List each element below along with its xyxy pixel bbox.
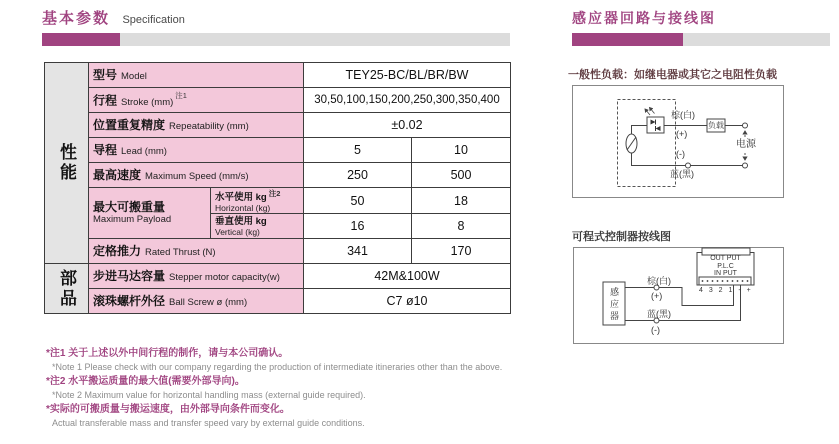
left-header-accent-bar bbox=[42, 33, 120, 46]
right-section-title: 感应器回路与接线图 bbox=[572, 10, 716, 26]
motor-value: 42M&100W bbox=[304, 264, 511, 289]
payload-horizontal-value-2: 18 bbox=[412, 188, 511, 214]
right-header-accent-bar bbox=[572, 33, 683, 46]
footnote-3 bbox=[46, 403, 526, 430]
stroke-label bbox=[89, 88, 304, 113]
row-payload-horizontal bbox=[45, 188, 511, 214]
payload-horizontal-label-zh: 水平使用 kg $^{注2}$ bbox=[215, 189, 281, 204]
repeatability-label-zh: 位置重复精度 bbox=[93, 118, 166, 132]
speed-label-zh: 最高速度 bbox=[93, 168, 142, 182]
row-model bbox=[45, 63, 511, 88]
payload-note-ref: 注2 bbox=[268, 189, 281, 198]
thrust-value-1: 341 bbox=[304, 239, 412, 264]
group-parts bbox=[45, 264, 89, 314]
thrust-label bbox=[89, 239, 304, 264]
row-screw bbox=[45, 289, 511, 314]
stroke-note-ref: 注1 bbox=[175, 91, 187, 101]
diagram1-plus-label: (+) bbox=[676, 129, 688, 139]
left-header-gray-bar bbox=[120, 33, 510, 46]
lead-value-1: 5 bbox=[304, 138, 412, 163]
diagram2-plc-wiring bbox=[573, 247, 784, 344]
lead-label-en: Lead (mm) bbox=[121, 146, 167, 157]
group-performance bbox=[45, 63, 89, 264]
thrust-label-zh: 定格推力 bbox=[93, 244, 142, 259]
diagram1-minus-label: (-) bbox=[676, 149, 685, 159]
spec-table bbox=[44, 62, 511, 314]
diagram2-caption: 可程式控制器按线图 bbox=[572, 231, 671, 243]
diagram1-blue-wire-label: 蓝(黑) bbox=[670, 169, 694, 179]
diagram2-brown-wire-label: 棕(白) bbox=[647, 276, 671, 286]
payload-vertical-value-2: 8 bbox=[412, 214, 511, 239]
footnote-1-en: *Note 1 Please check with our company regarding the production of intermediate itineraries other than the above. bbox=[52, 361, 503, 372]
screw-value: C7 ø10 bbox=[304, 289, 511, 314]
payload-horizontal-label-en: Horizontal (kg) bbox=[215, 203, 271, 214]
left-section-header bbox=[42, 7, 185, 28]
footnote-2-en: *Note 2 Maximum value for horizontal handling mass (external guide required). bbox=[52, 389, 366, 400]
plc-input-label: IN PUT bbox=[714, 270, 737, 277]
motor-label-en: Stepper motor capacity(w) bbox=[169, 272, 280, 284]
row-lead bbox=[45, 138, 511, 163]
footnote-2 bbox=[46, 375, 526, 402]
footnotes bbox=[46, 347, 526, 431]
payload-vertical-value-1: 16 bbox=[304, 214, 412, 239]
payload-horizontal-value-1: 50 bbox=[304, 188, 412, 214]
row-motor bbox=[45, 264, 511, 289]
diagram1-load-label: 负载 bbox=[708, 121, 724, 130]
diagram1-power-label: 电源 bbox=[736, 139, 756, 150]
diagram2-blue-wire-label: 蓝(黑) bbox=[647, 309, 671, 319]
right-header-gray-bar bbox=[683, 33, 830, 46]
repeatability-value: ±0.02 bbox=[304, 113, 511, 138]
model-label-en: Model bbox=[121, 71, 147, 82]
footnote-2-zh: *注2 水平搬运质量的最大值(需要外部导向)。 bbox=[46, 376, 245, 387]
diagram1-general-load bbox=[572, 85, 784, 198]
row-stroke bbox=[45, 88, 511, 113]
row-speed bbox=[45, 163, 511, 188]
payload-vertical-label bbox=[211, 214, 304, 239]
speed-label-en: Maximum Speed (mm/s) bbox=[145, 171, 249, 182]
model-value: TEY25-BC/BL/BR/BW bbox=[304, 63, 511, 88]
screw-label-zh: 滚珠螺杆外径 bbox=[93, 294, 166, 309]
lead-label-zh: 导程 bbox=[93, 143, 118, 157]
left-section-title-en: Specification bbox=[122, 14, 185, 26]
model-label bbox=[89, 63, 304, 88]
footnote-3-zh: *实际的可搬质量与搬运速度，由外部导向条件而变化。 bbox=[46, 404, 290, 415]
stroke-label-en: Stroke (mm) bbox=[121, 96, 174, 108]
diagram2-minus-label: (-) bbox=[651, 325, 660, 335]
row-thrust bbox=[45, 239, 511, 264]
motor-label-zh: 步进马达容量 bbox=[93, 269, 166, 284]
row-repeatability bbox=[45, 113, 511, 138]
stroke-label-zh: 行程 bbox=[93, 93, 118, 108]
payload-horizontal-label bbox=[211, 188, 304, 214]
motor-label bbox=[89, 264, 304, 289]
plc-name-label: P.L.C bbox=[717, 262, 734, 270]
left-section-title-zh: 基本参数 bbox=[42, 10, 111, 27]
footnote-1 bbox=[46, 347, 526, 374]
repeatability-label-en: Repeatability (mm) bbox=[169, 121, 249, 132]
lead-label bbox=[89, 138, 304, 163]
diagram1-caption: 一般性负载：如继电器或其它之电阻性负载 bbox=[568, 69, 777, 81]
footnote-1-zh: *注1 关于上述以外中间行程的制作，请与本公司确认。 bbox=[46, 348, 289, 359]
group-performance-label: 性能 bbox=[57, 143, 76, 184]
thrust-value-2: 170 bbox=[412, 239, 511, 264]
screw-label bbox=[89, 289, 304, 314]
footnote-3-en: Actual transferable mass and transfer speed vary by external guide conditions. bbox=[52, 417, 365, 428]
lead-value-2: 10 bbox=[412, 138, 511, 163]
diagram2-plus-label: (+) bbox=[651, 291, 663, 301]
payload-vertical-label-en: Vertical (kg) bbox=[215, 226, 260, 237]
speed-value-2: 500 bbox=[412, 163, 511, 188]
diagram1-brown-wire-label: 棕(白) bbox=[671, 110, 695, 120]
payload-label bbox=[89, 188, 211, 239]
diagram2-sensor-label: 感应器 bbox=[609, 287, 619, 323]
payload-vertical-label-zh: 垂直使用 kg bbox=[215, 215, 267, 227]
repeatability-label bbox=[89, 113, 304, 138]
thrust-label-en: Rated Thrust (N) bbox=[145, 247, 216, 259]
model-label-zh: 型号 bbox=[93, 68, 118, 82]
group-parts-label: 部品 bbox=[57, 268, 76, 309]
payload-label-zh: 最大可搬重量 bbox=[93, 200, 166, 215]
speed-label bbox=[89, 163, 304, 188]
stroke-value: 30,50,100,150,200,250,300,350,400 bbox=[304, 88, 511, 113]
plc-output-label: OUT PUT bbox=[710, 255, 741, 262]
speed-value-1: 250 bbox=[304, 163, 412, 188]
payload-label-en: Maximum Payload bbox=[93, 214, 172, 226]
screw-label-en: Ball Screw ø (mm) bbox=[169, 297, 248, 309]
plc-terminal-numbers: 4 3 2 1 - + bbox=[699, 287, 753, 294]
